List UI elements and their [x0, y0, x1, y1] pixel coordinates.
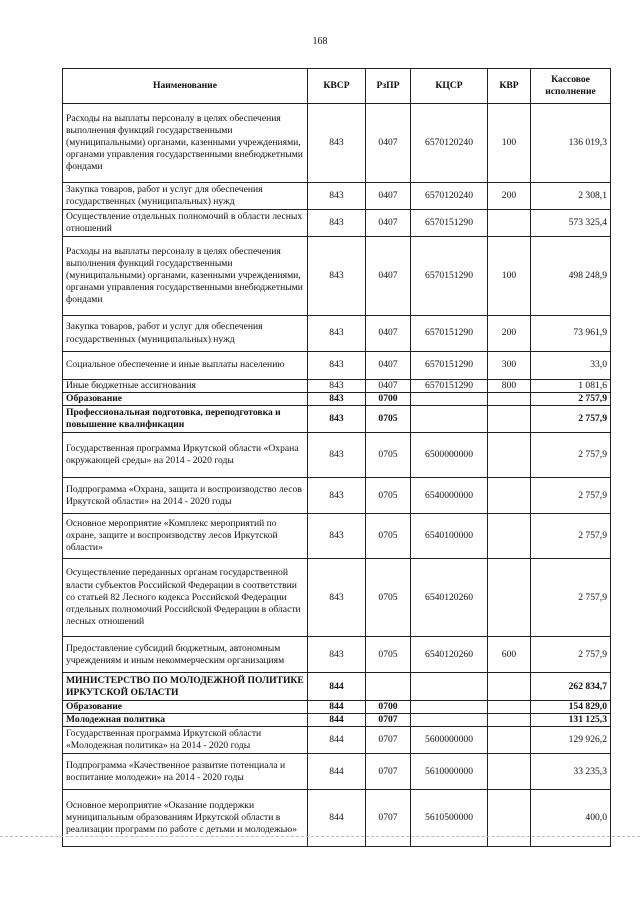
cell-rzpr: 0705 — [366, 514, 411, 559]
table-row — [63, 380, 611, 393]
table-row — [63, 406, 611, 433]
header-rzpr: РзПР — [366, 69, 411, 104]
cell-kvr: 100 — [488, 237, 531, 316]
cell-kvsr: 843 — [308, 478, 366, 514]
header-kvsr: КВСР — [308, 69, 366, 104]
cell-kvsr: 843 — [308, 237, 366, 316]
cell-amount: 2 757,9 — [531, 478, 611, 514]
table-row — [63, 478, 611, 514]
table-header-row — [63, 69, 611, 104]
table-row — [63, 559, 611, 637]
cell-rzpr: 0407 — [366, 352, 411, 380]
cell-name: Подпрограмма «Охрана, защита и воспроизводство лесов Иркутской области» на 2014 - 2020 годы — [63, 478, 308, 514]
cell-kvr: 200 — [488, 183, 531, 210]
header-amount: Кассовое исполнение — [531, 69, 611, 104]
cell-rzpr: 0407 — [366, 237, 411, 316]
cell-kvr — [488, 673, 531, 701]
cell-kvr: 300 — [488, 352, 531, 380]
cell-kvr — [488, 790, 531, 847]
table-row — [63, 104, 611, 183]
cell-kvr: 600 — [488, 637, 531, 673]
cell-rzpr: 0705 — [366, 478, 411, 514]
cell-name: Государственная программа Иркутской области «Молодежная политика» на 2014 - 2020 годы — [63, 727, 308, 754]
table-row — [63, 237, 611, 316]
table-row — [63, 514, 611, 559]
cell-amount: 498 248,9 — [531, 237, 611, 316]
cell-kvsr: 844 — [308, 714, 366, 727]
cell-kvr — [488, 514, 531, 559]
cell-kvr — [488, 433, 531, 478]
cell-kvr: 800 — [488, 380, 531, 393]
cell-rzpr: 0705 — [366, 637, 411, 673]
cell-kcsr — [411, 673, 488, 701]
header-kcsr: КЦСР — [411, 69, 488, 104]
cell-kvsr: 843 — [308, 433, 366, 478]
cell-kvr — [488, 478, 531, 514]
cell-kvsr: 843 — [308, 210, 366, 237]
cell-name: Образование — [63, 701, 308, 714]
cell-name: МИНИСТЕРСТВО ПО МОЛОДЕЖНОЙ ПОЛИТИКЕ ИРКУТСКОЙ ОБЛАСТИ — [63, 673, 308, 701]
cell-amount: 2 757,9 — [531, 559, 611, 637]
cell-kcsr: 6500000000 — [411, 433, 488, 478]
cell-name: Основное мероприятие «Комплекс мероприятий по охране, защите и воспроизводству лесов Иркутской области» — [63, 514, 308, 559]
cell-kvr: 100 — [488, 104, 531, 183]
cell-rzpr: 0407 — [366, 316, 411, 352]
cell-kcsr — [411, 406, 488, 433]
cell-kvsr: 844 — [308, 790, 366, 847]
cell-kcsr — [411, 393, 488, 406]
cell-name: Государственная программа Иркутской области «Охрана окружающей среды» на 2014 - 2020 годы — [63, 433, 308, 478]
cell-amount: 2 757,9 — [531, 637, 611, 673]
cell-rzpr: 0407 — [366, 183, 411, 210]
cell-amount: 2 757,9 — [531, 406, 611, 433]
cell-name: Подпрограмма «Качественное развитие потенциала и воспитание молодежи» на 2014 - 2020 годы — [63, 754, 308, 790]
cell-rzpr: 0407 — [366, 104, 411, 183]
cell-kcsr: 5600000000 — [411, 727, 488, 754]
cell-rzpr: 0707 — [366, 754, 411, 790]
cell-name: Расходы на выплаты персоналу в целях обеспечения выполнения функций государственными (муниципальными) органами, казенными учреждениями, органами управления государственными внебюджетными фондами — [63, 237, 308, 316]
cell-amount: 1 081,6 — [531, 380, 611, 393]
cell-kcsr: 6540120260 — [411, 559, 488, 637]
cell-rzpr: 0700 — [366, 701, 411, 714]
cell-kcsr: 6570151290 — [411, 380, 488, 393]
cell-amount: 2 757,9 — [531, 433, 611, 478]
cell-kvsr: 843 — [308, 352, 366, 380]
cell-name: Закупка товаров, работ и услуг для обеспечения государственных (муниципальных) нужд — [63, 316, 308, 352]
table-row — [63, 393, 611, 406]
table-row — [63, 637, 611, 673]
cell-amount: 2 757,9 — [531, 514, 611, 559]
cell-rzpr: 0705 — [366, 406, 411, 433]
cell-amount: 131 125,3 — [531, 714, 611, 727]
cell-kvsr: 844 — [308, 727, 366, 754]
cell-name: Предоставление субсидий бюджетным, автономным учреждениям и иным некоммерческим организациям — [63, 637, 308, 673]
cell-kvsr: 843 — [308, 183, 366, 210]
cell-kvsr: 843 — [308, 559, 366, 637]
cell-kvr — [488, 727, 531, 754]
cell-kvsr: 843 — [308, 406, 366, 433]
cell-kvr: 200 — [488, 316, 531, 352]
cell-kcsr — [411, 714, 488, 727]
table-row — [63, 433, 611, 478]
cell-kvr — [488, 754, 531, 790]
cell-name: Социальное обеспечение и иные выплаты населению — [63, 352, 308, 380]
cell-name: Профессиональная подготовка, переподготовка и повышение квалификации — [63, 406, 308, 433]
cell-amount: 33 235,3 — [531, 754, 611, 790]
table-row — [63, 183, 611, 210]
cell-kcsr: 6570151290 — [411, 210, 488, 237]
cell-amount: 400,0 — [531, 790, 611, 847]
cell-kcsr: 6570151290 — [411, 237, 488, 316]
cell-kvsr: 843 — [308, 393, 366, 406]
cell-kvr — [488, 406, 531, 433]
cell-kvsr: 843 — [308, 316, 366, 352]
cell-name: Осуществление отдельных полномочий в области лесных отношений — [63, 210, 308, 237]
cell-rzpr: 0707 — [366, 790, 411, 847]
cell-amount: 262 834,7 — [531, 673, 611, 701]
page-number: 168 — [312, 36, 328, 47]
cell-amount: 136 019,3 — [531, 104, 611, 183]
cell-name: Образование — [63, 393, 308, 406]
cell-kvsr: 843 — [308, 514, 366, 559]
header-kvr: КВР — [488, 69, 531, 104]
cell-rzpr: 0707 — [366, 714, 411, 727]
cell-amount: 2 757,9 — [531, 393, 611, 406]
header-name: Наименование — [63, 69, 308, 104]
cell-kvr — [488, 393, 531, 406]
cell-name: Расходы на выплаты персоналу в целях обеспечения выполнения функций государственными (муниципальными) органами, казенными учреждениями, органами управления государственными внебюджетными фондами — [63, 104, 308, 183]
cell-kvr — [488, 210, 531, 237]
cell-kcsr: 6540000000 — [411, 478, 488, 514]
cell-kcsr: 6570120240 — [411, 104, 488, 183]
cell-amount: 2 308,1 — [531, 183, 611, 210]
cell-kvsr: 843 — [308, 104, 366, 183]
cell-kvr — [488, 701, 531, 714]
table-row — [63, 210, 611, 237]
cell-kcsr: 5610000000 — [411, 754, 488, 790]
cell-kvsr: 844 — [308, 701, 366, 714]
cell-name: Осуществление переданных органам государственной власти субъектов Российской Федерации в соответствии со статьей 82 Лесного кодекса Российской Федерации отдельных полномочий Российской Федерации в области лесных отношений — [63, 559, 308, 637]
cell-kvsr: 844 — [308, 754, 366, 790]
cell-kcsr: 6570151290 — [411, 316, 488, 352]
cell-kcsr: 6570120240 — [411, 183, 488, 210]
table-row — [63, 754, 611, 790]
cell-rzpr: 0705 — [366, 559, 411, 637]
cell-name: Иные бюджетные ассигнования — [63, 380, 308, 393]
cell-rzpr: 0705 — [366, 433, 411, 478]
cell-amount: 154 829,0 — [531, 701, 611, 714]
cell-kcsr: 6540120260 — [411, 637, 488, 673]
cell-amount: 33,0 — [531, 352, 611, 380]
cell-kvsr: 843 — [308, 637, 366, 673]
table-row — [63, 673, 611, 701]
cell-rzpr: 0407 — [366, 210, 411, 237]
budget-table — [62, 68, 611, 847]
cell-rzpr: 0700 — [366, 393, 411, 406]
cell-name: Основное мероприятие «Оказание поддержки муниципальным образованиям Иркутской области в реализации программ по работе с детьми и молодежью» — [63, 790, 308, 847]
table-row — [63, 727, 611, 754]
table-row — [63, 352, 611, 380]
cell-rzpr: 0407 — [366, 380, 411, 393]
cell-kcsr: 5610500000 — [411, 790, 488, 847]
cell-kvr — [488, 714, 531, 727]
scan-edge-line — [0, 836, 640, 837]
cell-name: Молодежная политика — [63, 714, 308, 727]
cell-rzpr — [366, 673, 411, 701]
cell-name: Закупка товаров, работ и услуг для обеспечения государственных (муниципальных) нужд — [63, 183, 308, 210]
cell-kvsr: 843 — [308, 380, 366, 393]
table-row — [63, 316, 611, 352]
cell-amount: 129 926,2 — [531, 727, 611, 754]
cell-rzpr: 0707 — [366, 727, 411, 754]
cell-amount: 73 961,9 — [531, 316, 611, 352]
cell-kvsr: 844 — [308, 673, 366, 701]
cell-kvr — [488, 559, 531, 637]
cell-amount: 573 325,4 — [531, 210, 611, 237]
table-row — [63, 714, 611, 727]
table-body — [63, 104, 611, 847]
table-row — [63, 790, 611, 847]
cell-kcsr: 6540100000 — [411, 514, 488, 559]
cell-kcsr: 6570151290 — [411, 352, 488, 380]
cell-kcsr — [411, 701, 488, 714]
table-row — [63, 701, 611, 714]
